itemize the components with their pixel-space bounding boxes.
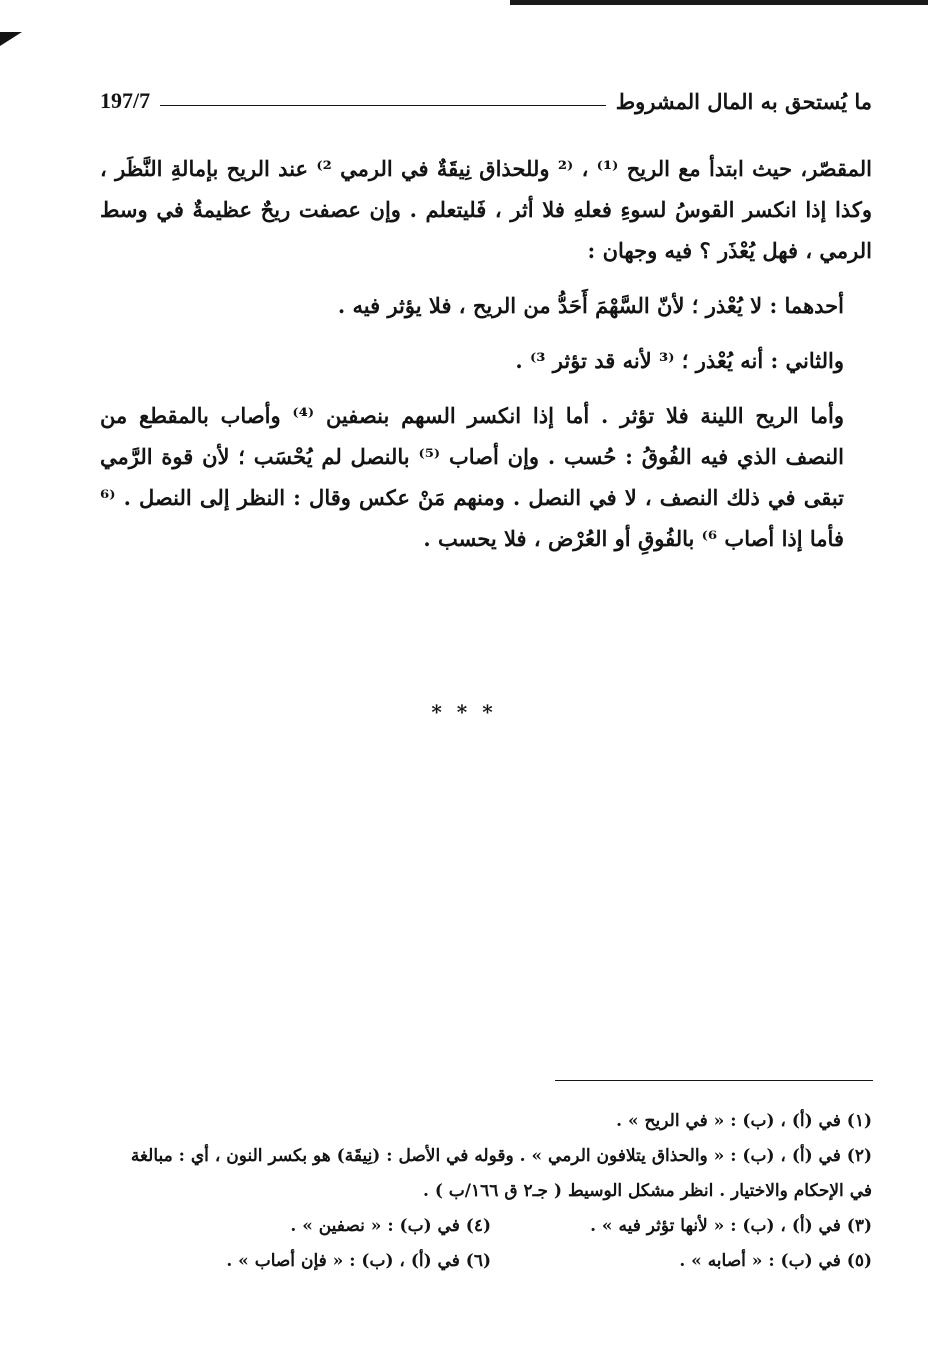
- footnote-3: (٣) في (أ) ، (ب) : « لأنها تؤثر فيه » .: [590, 1216, 872, 1236]
- section-separator: * * *: [431, 700, 497, 724]
- footnote-6: (٦) في (أ) ، (ب) : « فإن أصاب » .: [226, 1251, 491, 1271]
- footnote-row-3-4: [110, 1209, 872, 1244]
- footnote-1: (١) في (أ) ، (ب) : « في الريح » .: [616, 1111, 872, 1131]
- scan-corner-mark: [0, 32, 22, 46]
- header-rule: [160, 105, 606, 106]
- main-text: [100, 148, 872, 559]
- footnote-4: (٤) في (ب) : « نصفين » .: [290, 1216, 491, 1236]
- footnote-row-5-6: [110, 1244, 872, 1279]
- header-title: ما يُستحق به المال المشروط: [615, 88, 872, 114]
- body-paragraph-3: والثاني : أنه يُعْذر ؛ ⁽³ لأنه قد تؤثر ³⁾ .: [515, 348, 844, 373]
- running-header: [100, 86, 872, 116]
- footnote-2: (٢) في (أ) ، (ب) : « والحذاق يتلافون الرمي » . وقوله في الأصل : (نِيقَة) هو بكسر النون ، أي : مبالغة في الإحكام والاختيار . انظر مشكل الوسيط ( جـ٢ ق ١٦٦/ب ) .: [130, 1146, 872, 1201]
- footnotes: [110, 1104, 872, 1279]
- body-paragraph-4: وأما الريح اللينة فلا تؤثر . أما إذا انكسر السهم بنصفين ⁽⁴⁾ وأصاب بالمقطع من النصف الذي فيه الفُوقُ : حُسب . وإن أصاب ⁽⁵⁾ بالنصل لم يُحْسَب ؛ لأن قوة الرَّمي تبقى في ذلك النصف ، لا في النصل . ومنهم مَنْ عكس وقال : النظر إلى النصل . ⁽⁶ فأما إذا أصاب ⁶⁾ بالفُوقِ أو العُرْض ، فلا يحسب .: [100, 403, 844, 551]
- footnote-rule: [555, 1080, 873, 1081]
- scan-edge-line: [510, 0, 928, 5]
- footnote-5: (٥) في (ب) : « أصابه » .: [679, 1251, 872, 1271]
- body-paragraph-2: أحدهما : لا يُعْذر ؛ لأنّ السَّهْمَ أَحَدُّ من الريح ، فلا يؤثر فيه .: [337, 293, 844, 318]
- body-paragraph-1: المقصّر، حيث ابتدأ مع الريح ⁽¹⁾ ، ⁽² وللحذاق نِيقَةٌ في الرمي ²⁾ عند الريح بإمالةِ النَّظَر ، وكذا إذا انكسر القوسُ لسوءِ فعلهِ فلا أثر ، فَليتعلم . وإن عصفت ريحٌ عظيمةٌ في وسط الرمي ، فهل يُعْذَر ؟ فيه وجهان :: [100, 156, 872, 263]
- page-number: 197/7: [100, 88, 151, 113]
